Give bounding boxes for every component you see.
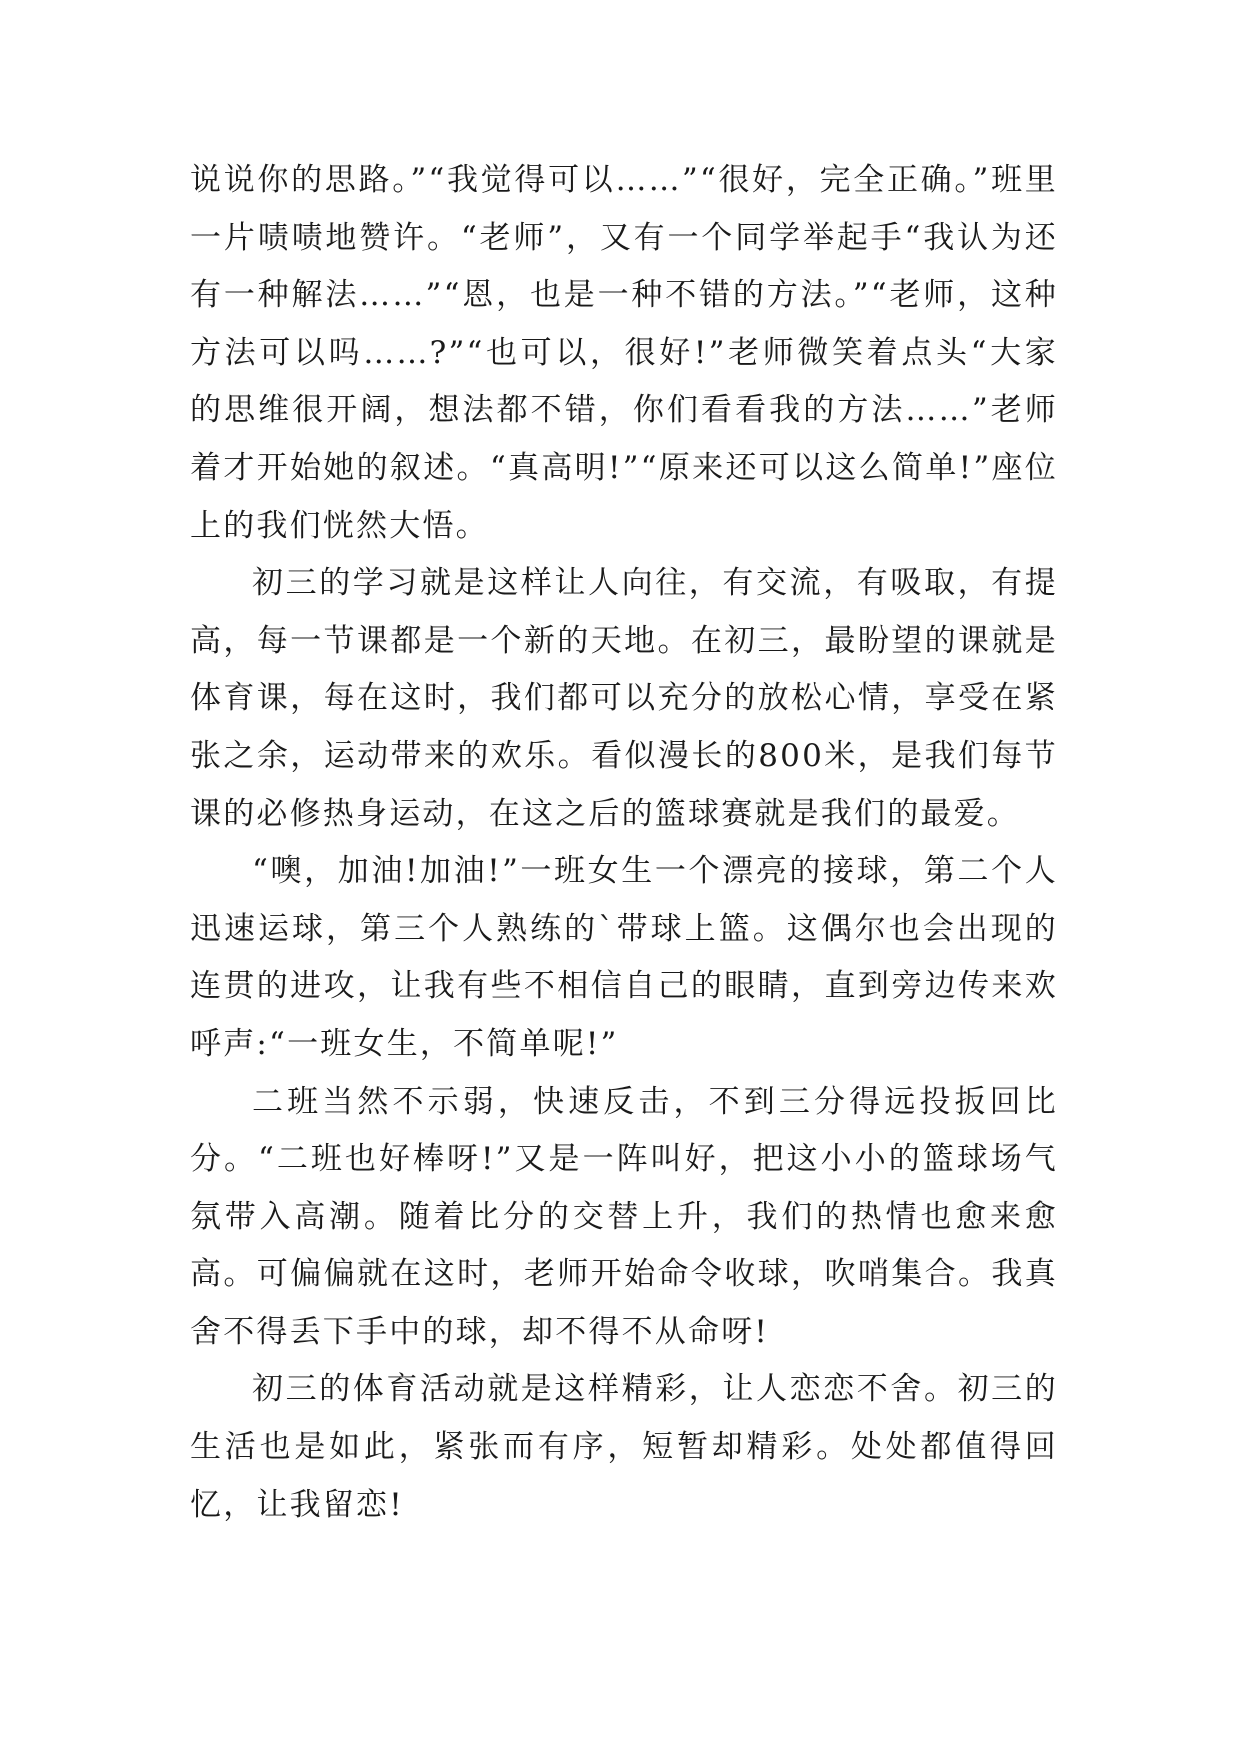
paragraph-2: 初三的学习就是这样让人向往，有交流，有吸取，有提高，每一节课都是一个新的天地。在初三，最盼望的课就是体育课，每在这时，我们都可以充分的放松心情，享受在紧张之余，运动带来的欢乐。看似漫长的800米，是我们每节课的必修热身运动，在这之后的篮球赛就是我们的最爱。 (190, 565, 1058, 832)
document-body (190, 152, 1058, 1534)
paragraph-3: “噢，加油!加油!”一班女生一个漂亮的接球，第二个人迅速运球，第三个人熟练的`带球上篮。这偶尔也会出现的连贯的进攻，让我有些不相信自己的眼睛，直到旁边传来欢呼声:“一班女生，不简单呢!” (190, 853, 1058, 1062)
paragraph-4: 二班当然不示弱，快速反击，不到三分得远投扳回比分。“二班也好棒呀!”又是一阵叫好，把这小小的篮球场气氛带入高潮。随着比分的交替上升，我们的热情也愈来愈高。可偏偏就在这时，老师开始命令收球，吹哨集合。我真舍不得丢下手中的球，却不得不从命呀! (190, 1083, 1058, 1350)
paragraph-1: 说说你的思路。”“我觉得可以……”“很好，完全正确。”班里一片啧啧地赞许。“老师”，又有一个同学举起手“我认为还有一种解法……”“恩，也是一种不错的方法。”“老师，这种方法可以吗……?”“也可以，很好!”老师微笑着点头“大家的思维很开阔，想法都不错，你们看看我的方法……”老师着才开始她的叙述。“真高明!”“原来还可以这么简单!”座位上的我们恍然大悟。 (190, 162, 1058, 544)
paragraph-5: 初三的体育活动就是这样精彩，让人恋恋不舍。初三的生活也是如此，紧张而有序，短暂却精彩。处处都值得回忆，让我留恋! (190, 1371, 1058, 1523)
